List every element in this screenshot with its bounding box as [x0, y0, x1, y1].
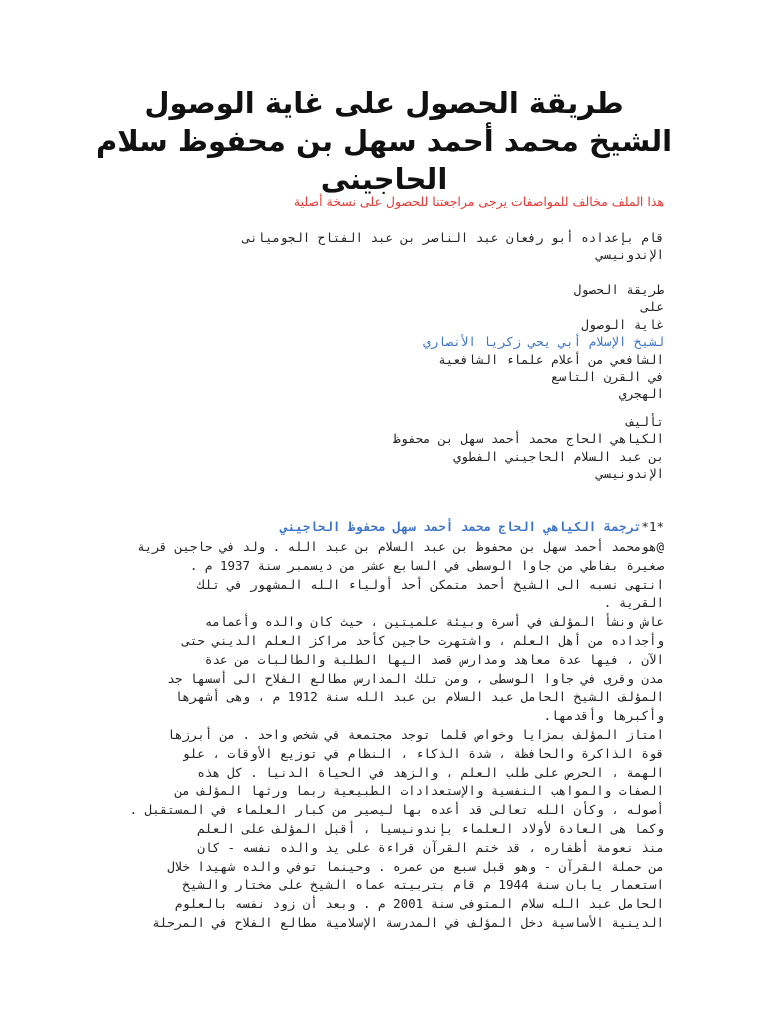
title-line-2: الشيخ محمد أحمد سهل بن محفوظ سلام — [95, 124, 673, 158]
book-line-3: غاية الوصول — [581, 316, 664, 332]
paragraph-line: امتاز المؤلف بمزايا وخواص قلما توجد مجتمعة في شخص واحد . من أبرزها — [167, 726, 664, 742]
prepared-by — [90, 229, 664, 264]
paragraph-line: الآن ، فيها عدة معاهد ومدارس قصد اليها الطلبة والطالبات من عدة — [204, 651, 664, 667]
paragraph-line: وأجداده من أهل العلم ، واشتهرت حاجين كأحد مراكز العلم الديني حتى — [182, 632, 664, 648]
paragraph-line: @هومحمد أحمد سهل بن محفوظ بن عبد السلام بن عبد الله . ولد في حاجين قرية — [137, 539, 664, 554]
paragraph-line: عاش ونشأ المؤلف في أسرة وبيئة علميتين ، حيث كان والده وأعمامه — [204, 614, 664, 630]
paragraph-line: استعمار يابان سنة 1944 م قام بتربيته عماه الشيخ على مختار والشيخ — [182, 877, 664, 893]
paragraph-line: المؤلف الشيخ الحامل عبد السلام بن عبد الله سنة 1912 م ، وهى أشهرها — [174, 689, 664, 705]
paragraph-line: الهمة ، الحرص على طلب العلم ، والزهد في الحياة الدنيا . كل هذه — [197, 764, 664, 780]
book-line-6: في القرن التاسع — [551, 369, 664, 385]
paragraph-line: من حملة القرآن - وهو قبل سبع من عمره . وحينما توفي والده شهيدا خلال — [167, 858, 664, 874]
paragraph-line: منذ نعومة أظفاره ، قد ختم القرآن قراءة على يد والده نفسه - كان — [197, 839, 664, 855]
paragraph-line: مدن وقرى في جاوا الوسطى ، ومن تلك المدارس مطالع الفلاح الى أسسها جد — [167, 670, 664, 686]
author-info — [90, 413, 664, 483]
author-line-2: الكياهي الحاج محمد أحمد سهل بن محفوظ — [393, 431, 664, 447]
prepared-by-line-1: قام بإعداده أبو رفعان عبد الناصر بن عبد الفتاح الجوميانى — [242, 230, 664, 245]
prepared-by-line-2: الإندونيسي — [596, 247, 664, 263]
paragraph-line: وأكبرها وأقدمها. — [543, 708, 664, 724]
book-line-1: طريقة الحصول — [573, 282, 664, 297]
author-line-1: تأليف — [626, 414, 664, 429]
author-line-4: الإندونيسي — [596, 466, 664, 482]
paragraph-line: الصفات والمواهب النفسية والإستعدادات الطبيعية ربما ورثها المؤلف من — [174, 783, 664, 799]
book-line-5: الشافعي من أعلام علماء الشافعية — [438, 351, 664, 367]
title-line-3: الحاجينى — [320, 162, 448, 196]
paragraph-line: الحامل عبد الله سلام المتوفى سنة 2001 م . وبعد أن زود نفسه بالعلوم — [174, 896, 664, 912]
book-info — [90, 281, 664, 403]
title-line-1: طريقة الحصول على غاية الوصول — [144, 86, 624, 120]
book-line-4: لشيخ الإسلام أبي يحي زكريا الأنصاري — [423, 334, 664, 350]
paragraph-line: أصوله ، وكأن الله تعالى قد أعده بها ليصير من كبار العلماء في المستقبل . — [129, 802, 664, 818]
paragraph-line: صغيرة بفاطي من جاوا الوسطى في السابع عشر من ديسمبر سنة 1937 م . — [189, 557, 664, 573]
paragraph-line: انتهى نسبه الى الشيخ أحمد متمكن أحد أولياء الله المشهور في تلك — [197, 576, 664, 592]
book-line-2: على — [641, 299, 664, 315]
paragraph-line: الدينية الأساسية دخل المؤلف في المدرسة الإسلامية مطالع الفلاح في المرحلة — [152, 914, 664, 930]
paragraph-line: وكما هى العادة لأولاد العلماء بإندونيسيا ، أقبل المؤلف على العلم — [197, 820, 664, 836]
book-line-7: الهجري — [618, 386, 664, 402]
warning-notice: هذا الملف مخالف للمواصفات يرجى مراجعتنا للحصول على نسخة أصلية — [293, 194, 664, 209]
author-line-3: بن عبد السلام الحاجيني الفطوي — [453, 448, 664, 464]
section-heading — [90, 518, 664, 535]
section-heading-prefix: *1* — [641, 519, 664, 534]
paragraph-line: القرية . — [603, 595, 664, 611]
section-heading-text: ترجمة الكياهي الحاج محمد أحمد سهل محفوظ الحاجيني — [280, 519, 642, 534]
document-title — [90, 84, 678, 198]
biography-text — [90, 538, 664, 933]
paragraph-line: قوة الذاكرة والحافظة ، شدة الذكاء ، النظام في توزيع الأوقات ، علو — [182, 745, 664, 761]
